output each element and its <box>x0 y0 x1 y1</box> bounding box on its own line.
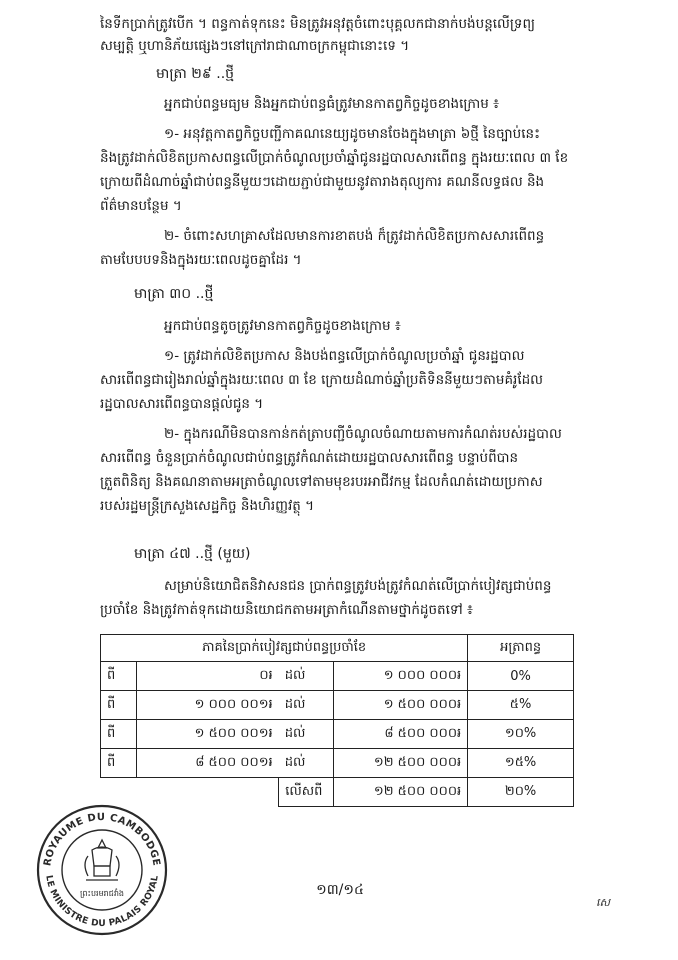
row-above-value: ១២ ៥០០ ០០០៛ <box>333 778 468 807</box>
article-29-item-1-line-4: ព័ត៌មានបន្ថែម ។ <box>100 198 182 214</box>
row-to-label: ដល់ <box>279 662 333 691</box>
article-29-item-1-line-1: ១- អនុវត្តកាតព្វកិច្ចបញ្ជីកាគណនេយ្យដូចមានចែងក្នុងមាត្រា ៦ថ្មី នៃច្បាប់នេះ <box>164 126 541 142</box>
row-upper-bound: ១២ ៥០០ ០០០៛ <box>333 749 468 778</box>
seal-inner-text: ព្រះបរមរាជវាំង <box>80 889 124 898</box>
header-taxable-salary: ភាគនៃប្រាក់បៀវត្សជាប់ពន្ធប្រចាំខែ <box>101 635 468 662</box>
row-lower-bound: ១ ៥០០ ០០១៛ <box>136 720 278 749</box>
row-upper-bound: ១ ៥០០ ០០០៛ <box>333 691 468 720</box>
text-line-continuation-2: សម្បត្តិ ឬហានិភ័យផ្សេងៗនៅក្រៅរាជាណាចក្រកម្ពុជានោះទេ ។ <box>100 38 410 54</box>
handwritten-initials: សេ <box>596 896 610 909</box>
seal-outer-ring <box>38 806 166 934</box>
row-rate: ២០% <box>468 778 574 807</box>
row-to-label: ដល់ <box>279 720 333 749</box>
row-from-label: ពី <box>101 691 137 720</box>
article-30-item-1-line-1: ១- ត្រូវដាក់លិខិតប្រកាស និងបង់ពន្ធលើប្រាក់ចំណូលប្រចាំឆ្នាំ ជូនរដ្ឋបាល <box>164 348 525 364</box>
seal-bottom-text: LE MINISTRE DU PALAIS ROYAL <box>43 874 161 930</box>
article-30-item-2-line-3: ត្រួតពិនិត្យ និងគណនាតាមអត្រាចំណូលទៅតាមមុខរបរអាជីវកម្ម ដែលកំណត់ដោយប្រកាស <box>100 474 543 490</box>
article-47-heading: មាត្រា ៤៧ ..ថ្មី (មួយ) <box>134 546 251 562</box>
header-tax-rate: អត្រាពន្ធ <box>468 635 574 662</box>
row-upper-bound: ៨ ៥០០ ០០០៛ <box>333 720 468 749</box>
row-rate: 0% <box>468 662 574 691</box>
seal-top-text: ROYAUME DU CAMBODGE <box>42 811 162 867</box>
row-lower-bound: ០៛ <box>136 662 278 691</box>
row-lower-bound: ៨ ៥០០ ០០១៛ <box>136 749 278 778</box>
article-30-item-1-line-2: សារពើពន្ធជារៀងរាល់ឆ្នាំក្នុងរយៈពេល ៣ ខែ ក្រោយដំណាច់ឆ្នាំប្រតិទិននីមួយៗតាមគំរូដែល <box>100 372 544 388</box>
table-row <box>101 662 574 691</box>
article-47-intro-line-1: សម្រាប់និយោជិតនិវាសនជន ប្រាក់ពន្ធត្រូវបង់ត្រូវកំណត់លើប្រាក់បៀវត្សជាប់ពន្ធ <box>164 578 552 594</box>
row-rate: ១៥% <box>468 749 574 778</box>
article-30-item-2-line-4: របស់រដ្ឋមន្ត្រីក្រសួងសេដ្ឋកិច្ច និងហិរញ្ញវត្ថុ ។ <box>100 498 315 514</box>
article-29-intro: អ្នកជាប់ពន្ធមធ្យម និងអ្នកជាប់ពន្ធធំត្រូវមានកាតព្វកិច្ចដូចខាងក្រោម ៖ <box>164 96 500 112</box>
page-number: ១៣/១៤ <box>316 882 364 898</box>
row-above-label: លើសពី <box>279 778 333 807</box>
row-upper-bound: ១ ០០០ ០០០៛ <box>333 662 468 691</box>
row-rate: ១០% <box>468 720 574 749</box>
table-row <box>101 691 574 720</box>
row-lower-bound: ១ ០០០ ០០១៛ <box>136 691 278 720</box>
article-29-heading: មាត្រា ២៩ ..ថ្មី <box>156 66 235 82</box>
row-from-label: ពី <box>101 749 137 778</box>
article-29-item-2-line-1: ២- ចំពោះសហគ្រាសដែលមានការខាតបង់ ក៏ត្រូវដាក់លិខិតប្រកាសសារពើពន្ធ <box>164 228 545 244</box>
table-row <box>101 720 574 749</box>
row-rate: ៥% <box>468 691 574 720</box>
article-29-item-1-line-2: និងត្រូវដាក់លិខិតប្រកាសពន្ធលើប្រាក់ចំណូលប្រចាំឆ្នាំជូនរដ្ឋបាលសារពើពន្ធ ក្នុងរយៈពេល ៣ ខែ <box>100 150 569 166</box>
table-row <box>101 749 574 778</box>
article-29-item-1-line-3: ក្រោយពីដំណាច់ឆ្នាំជាប់ពន្ធនីមួយៗដោយភ្ជាប់ជាមួយនូវតារាងតុល្យការ គណនីលទ្ធផល និង <box>100 174 545 190</box>
row-to-label: ដល់ <box>279 691 333 720</box>
row-from-label: ពី <box>101 720 137 749</box>
article-30-intro: អ្នកជាប់ពន្ធតូចត្រូវមានកាតព្វកិច្ចដូចខាងក្រោម ៖ <box>164 318 401 334</box>
royal-palace-seal <box>32 800 172 940</box>
seal-inner-ring <box>62 830 142 910</box>
row-to-label: ដល់ <box>279 749 333 778</box>
article-30-item-2-line-1: ២- ក្នុងករណីមិនបានកាន់កត់ត្រាបញ្ជីចំណូលចំណាយតាមការកំណត់របស់រដ្ឋបាល <box>164 426 562 442</box>
article-30-item-1-line-3: រដ្ឋបាលសារពើពន្ធបានផ្តល់ជូន ។ <box>100 396 264 412</box>
text-line-continuation-1: នៃទីកប្រាក់ត្រូវបើក ។ ពន្ធកាត់ទុកនេះ មិនត្រូវអនុវត្តចំពោះបុគ្គលកជានាក់បង់បន្តលើទ្រព្យ <box>100 16 536 32</box>
article-30-item-2-line-2: សារពើពន្ធ ចំនួនប្រាក់ចំណូលជាប់ពន្ធត្រូវកំណត់ដោយរដ្ឋបាលសារពើពន្ធ បន្ទាប់ពីបាន <box>100 450 519 466</box>
article-30-heading: មាត្រា ៣០ ..ថ្មី <box>134 286 214 302</box>
article-47-intro-line-2: ប្រចាំខែ និងត្រូវកាត់ទុកដោយនិយោជកតាមអត្រាកំណើនតាមថ្នាក់ដូចតទៅ ៖ <box>100 602 473 618</box>
table-header-row <box>101 635 574 662</box>
tax-rate-table <box>100 634 574 807</box>
article-29-item-2-line-2: តាមបែបបទនិងក្នុងរយៈពេលដូចគ្នាដែរ ។ <box>100 252 302 268</box>
royal-emblem-icon <box>85 840 119 880</box>
row-from-label: ពី <box>101 662 137 691</box>
